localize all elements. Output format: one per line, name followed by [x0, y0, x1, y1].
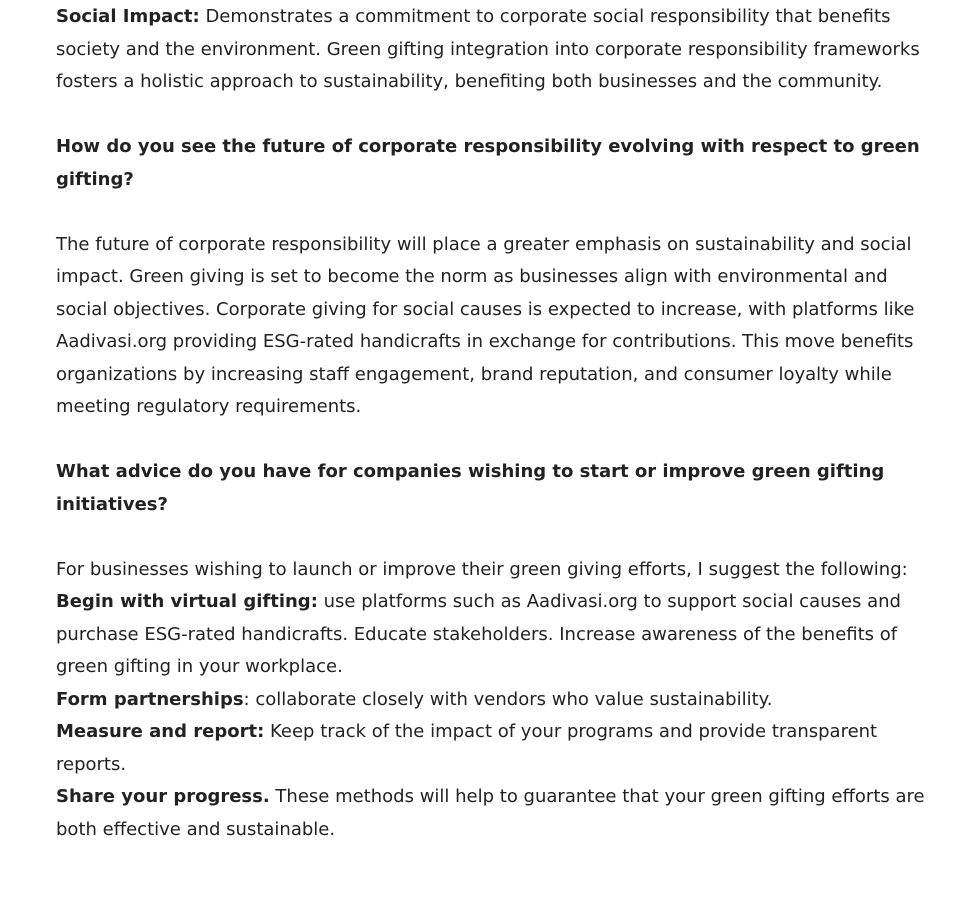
tip-share-label: Share your progress.: [56, 786, 270, 807]
question-future-heading: [56, 131, 936, 196]
tip-virtual-gifting-label: Begin with virtual gifting:: [56, 591, 318, 612]
tip-measure-text: Keep track of the impact of your programs and provide transparent reports.: [56, 721, 878, 775]
tip-partnerships-label: Form partnerships: [56, 688, 244, 710]
question-future-text: How do you see the future of corporate responsibility evolving with respect to green gifting?: [56, 136, 920, 190]
question-advice-heading: [56, 456, 936, 521]
answer-advice-paragraph: [56, 554, 936, 847]
social-impact-label: Social Impact:: [56, 6, 200, 27]
social-impact-text: Demonstrates a commitment to corporate social responsibility that benefits society and the environment. Green gifting integration into corporate responsibility frameworks fosters a holistic approach to sustainability, benefiting both businesses and the community.: [56, 6, 920, 92]
question-advice-text: What advice do you have for companies wishing to start or improve green gifting initiatives?: [56, 461, 885, 515]
advice-intro: For businesses wishing to launch or improve their green giving efforts, I suggest the following:: [56, 558, 908, 580]
tip-virtual-gifting-text: use platforms such as Aadivasi.org to support social causes and purchase ESG-rated handicrafts. Educate stakeholders. Increase awareness of the benefits of green gifting in your workplace.: [56, 591, 901, 677]
tip-measure-label: Measure and report:: [56, 721, 265, 742]
tip-partnerships-text: : collaborate closely with vendors who value sustainability.: [243, 688, 773, 710]
tip-share-text: These methods will help to guarantee that your green gifting efforts are both effective and sustainable.: [56, 786, 925, 840]
social-impact-paragraph: [56, 1, 936, 99]
article-body: [56, 1, 936, 879]
answer-future-paragraph: The future of corporate responsibility will place a greater emphasis on sustainability and social impact. Green giving is set to become the norm as businesses align with environmental and social objectives. Corporate giving for social causes is expected to increase, with platforms like Aadivasi.org providing ESG-rated handicrafts in exchange for contributions. This move benefits organizations by increasing staff engagement, brand reputation, and consumer loyalty while meeting regulatory requirements.: [56, 233, 915, 417]
